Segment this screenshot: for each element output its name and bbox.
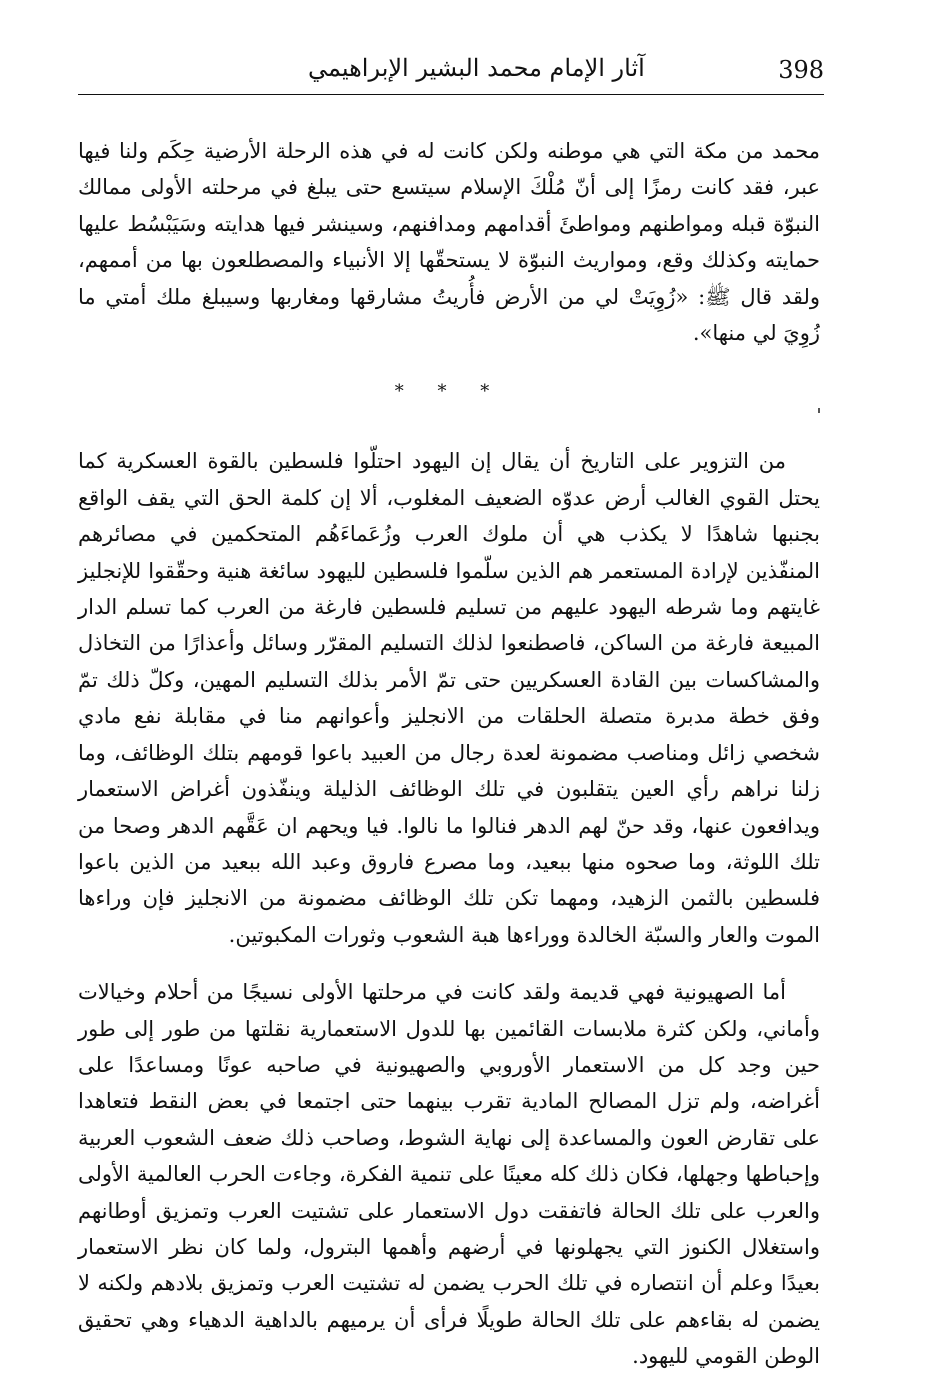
body-text — [78, 133, 820, 1375]
page-header — [78, 50, 824, 95]
scan-speck — [818, 408, 820, 413]
paragraph-1: محمد من مكة التي هي موطنه ولكن كانت له في هذه الرحلة الأرضية حِكَم ولنا فيها عبر، فقد كانت رمزًا إلى أنّ مُلْكَ الإسلام سيتسع حتى يبلغ في مرحلته الأولى ممالك النبوّة قبله ومواطنهم ومواطئَ أقدامهم ومدافنهم، وسينشر فيها هدايته وسَيَبْسُط عليها حمايته وكذلك وقع، ومواريث النبوّة لا يستحقّها إلا الأنبياء والمصطلعون بها من أممهم، ولقد قال ﷺ: «زُوِيَتْ لي من الأرض فأُريتُ مشارقها ومغاربها وسيبلغ ملك أمتي ما زُوِيَ لي منها». — [78, 139, 820, 346]
paragraph-2: من التزوير على التاريخ أن يقال إن اليهود احتلّوا فلسطين بالقوة العسكرية كما يحتل القوي الغالب أرض عدوّه الضعيف المغلوب، ألا إن كلمة الحق التي يقف الواقع بجنبها شاهدًا لا يكذب هي أن ملوك العرب وزُعَماءَهُم المتحكمين في مصائرهم المنفّذين لإرادة المستعمر هم الذين سلّموا فلسطين لليهود سائغة هنية وحقّقوا للإنجليز غايتهم وما شرطه اليهود عليهم من تسليم فلسطين فارغة من العرب كما تسلم الدار المبيعة فارغة من الساكن، فاصطنعوا لذلك التسليم المقرّر وسائل وأعذارًا من التخاذل والمشاكسات بين القادة العسكريين حتى تمّ الأمر بذلك التسليم المهين، وكلّ ذلك تمّ وفق خطة مدبرة متصلة الحلقات من الانجليز وأعوانهم منا في مقابلة نفع مادي شخصي زائل ومناصب مضمونة لعدة رجال من العبيد باعوا قومهم بتلك الوظائف، وما زلنا نراهم رأي العين يتقلبون في تلك الوظائف الذليلة وينفّذون أغراض الاستعمار ويدافعون عنها، وقد حنّ لهم الدهر فنالوا ما نالوا. فيا ويحهم ان عَقَّهم الدهر وصحا من تلك اللوثة، وما صحوه منها ببعيد، وما مصرع فاروق وعبد الله ببعيد من الذين باعوا فلسطين بالثمن الزهيد، ومهما تكن تلك الوظائف مضمونة من الانجليز فإن وراءها الموت والعار والسبّة الخالدة ووراءها هبة الشعوب وثورات المكبوتين. — [78, 449, 820, 947]
running-title: آثار الإمام محمد البشير الإبراهيمي — [308, 54, 645, 82]
paragraph-3: أما الصهيونية فهي قديمة ولقد كانت في مرحلتها الأولى نسيجًا من أحلام وخيالات وأماني، ولكن كثرة ملابسات القائمين بها للدول الاستعمارية نقلتها من طور إلى طور حين وجد كل من الاستعمار الأوروبي والصهيونية في صاحبه عونًا ومساعدًا على أغراضه، ولم تزل المصالح المادية تقرب بينهما حتى اجتمعا في بعض النقط فتعاهدا على تقارض العون والمساعدة إلى نهاية الشوط، وصاحب ذلك ضعف الشعوب العربية وإحباطها وجهلها، فكان ذلك كله معينًا على تنمية الفكرة، وجاءت الحرب العالمية الأولى والعرب على تلك الحالة فاتفقت دول الاستعمار على تشتيت العرب وتمزيق أوطانهم واستغلال الكنوز التي يجهلونها في أرضهم وأهمها البترول، ولما كان نظر الاستعمار بعيدًا وعلم أن انتصاره في تلك الحرب يضمن له تشتيت العرب وتمزيق بلادهم ولكنه لا يضمن له بقاءهم على تلك الحالة طويلًا فرأى أن يرميهم بالداهية الدهياء وهي تحقيق الوطن القومي لليهود. — [78, 980, 820, 1369]
section-separator: * * * — [394, 381, 504, 403]
page-number: 398 — [778, 56, 824, 84]
